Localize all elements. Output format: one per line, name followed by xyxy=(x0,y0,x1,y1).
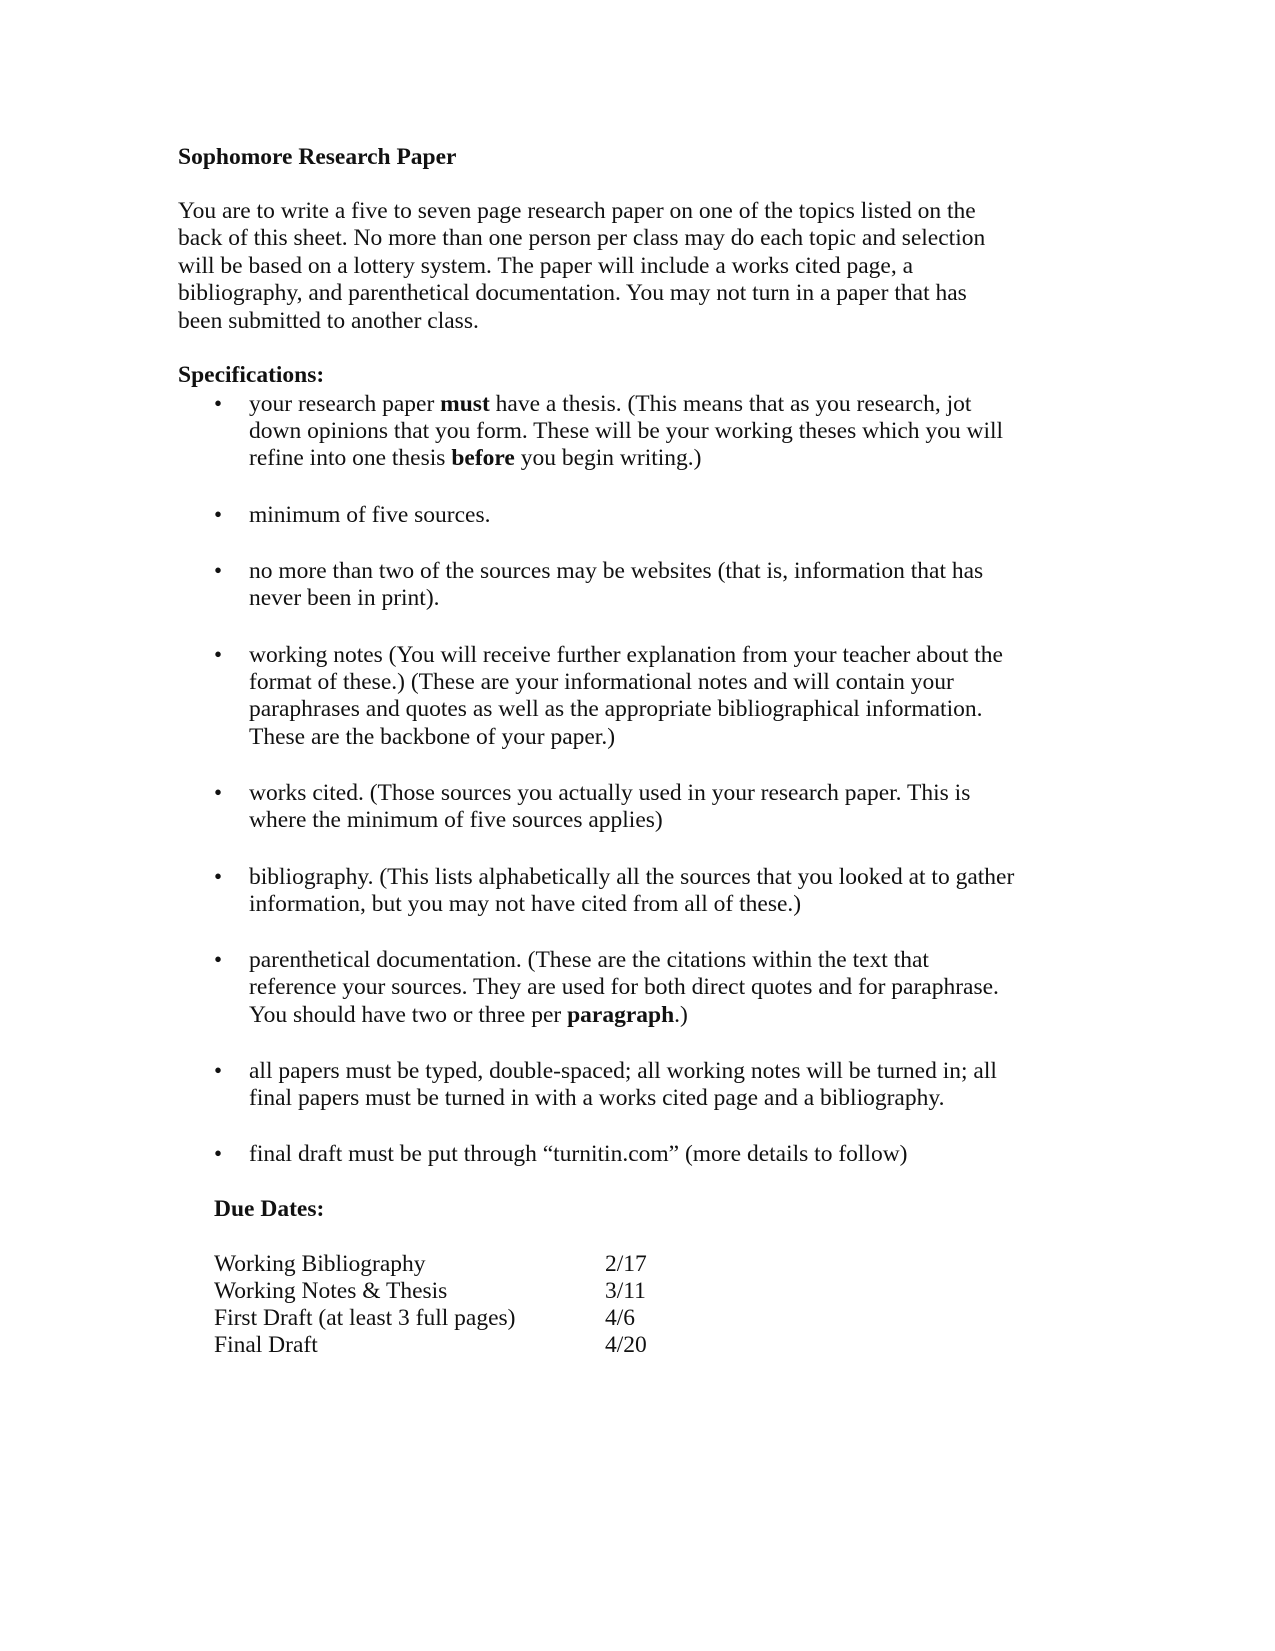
list-item-line: never been in print). xyxy=(249,585,440,611)
due-date-label: Working Bibliography xyxy=(214,1251,426,1277)
intro-line: been submitted to another class. xyxy=(178,308,479,334)
due-dates-heading: Due Dates: xyxy=(214,1196,325,1222)
specifications-heading: Specifications: xyxy=(178,362,325,388)
intro-line: back of this sheet. No more than one person per class may do each topic and selection xyxy=(178,225,986,251)
list-item-line: your research paper must have a thesis. (This means that as you research, jot xyxy=(249,391,972,417)
due-date-value: 3/11 xyxy=(605,1278,646,1304)
bullet-icon: • xyxy=(214,947,223,972)
list-item-line: where the minimum of five sources applies) xyxy=(249,807,663,833)
list-item-line: works cited. (Those sources you actually used in your research paper. This is xyxy=(249,780,971,806)
list-item-line: You should have two or three per paragraph.) xyxy=(249,1002,688,1028)
list-item-line: parenthetical documentation. (These are the citations within the text that xyxy=(249,947,929,973)
list-item-line: final papers must be turned in with a works cited page and a bibliography. xyxy=(249,1085,945,1111)
document-title: Sophomore Research Paper xyxy=(178,144,457,170)
intro-line: bibliography, and parenthetical documentation. You may not turn in a paper that has xyxy=(178,280,967,306)
due-date-value: 2/17 xyxy=(605,1251,647,1277)
list-item-line: information, but you may not have cited from all of these.) xyxy=(249,891,802,917)
list-item-line: all papers must be typed, double-spaced; all working notes will be turned in; all xyxy=(249,1058,997,1084)
emphasis: must xyxy=(440,391,490,417)
due-date-label: First Draft (at least 3 full pages) xyxy=(214,1305,516,1331)
bullet-icon: • xyxy=(214,502,223,527)
list-item-line: minimum of five sources. xyxy=(249,502,491,528)
list-item-line: no more than two of the sources may be websites (that is, information that has xyxy=(249,558,984,584)
due-date-label: Working Notes & Thesis xyxy=(214,1278,448,1304)
list-item-line: down opinions that you form. These will be your working theses which you will xyxy=(249,418,1004,444)
due-date-value: 4/6 xyxy=(605,1305,636,1331)
bullet-icon: • xyxy=(214,558,223,583)
intro-line: You are to write a five to seven page research paper on one of the topics listed on the xyxy=(178,198,976,224)
bullet-icon: • xyxy=(214,1141,223,1166)
bullet-icon: • xyxy=(214,1058,223,1083)
emphasis: paragraph xyxy=(567,1002,675,1028)
list-item-line: working notes (You will receive further explanation from your teacher about the xyxy=(249,642,1003,668)
list-item-line: final draft must be put through “turnitin.com” (more details to follow) xyxy=(249,1141,908,1167)
list-item-line: bibliography. (This lists alphabetically all the sources that you looked at to gather xyxy=(249,864,1015,890)
list-item-line: format of these.) (These are your informational notes and will contain your xyxy=(249,669,954,695)
bullet-icon: • xyxy=(214,780,223,805)
due-date-label: Final Draft xyxy=(214,1332,318,1358)
list-item-line: paraphrases and quotes as well as the appropriate bibliographical information. xyxy=(249,696,983,722)
list-item-line: reference your sources. They are used for both direct quotes and for paraphrase. xyxy=(249,974,999,1000)
bullet-icon: • xyxy=(214,391,223,416)
emphasis: before xyxy=(451,445,515,471)
due-date-value: 4/20 xyxy=(605,1332,647,1358)
intro-line: will be based on a lottery system. The paper will include a works cited page, a xyxy=(178,253,914,279)
bullet-icon: • xyxy=(214,642,223,667)
bullet-icon: • xyxy=(214,864,223,889)
list-item-line: These are the backbone of your paper.) xyxy=(249,724,616,750)
list-item-line: refine into one thesis before you begin writing.) xyxy=(249,445,702,471)
